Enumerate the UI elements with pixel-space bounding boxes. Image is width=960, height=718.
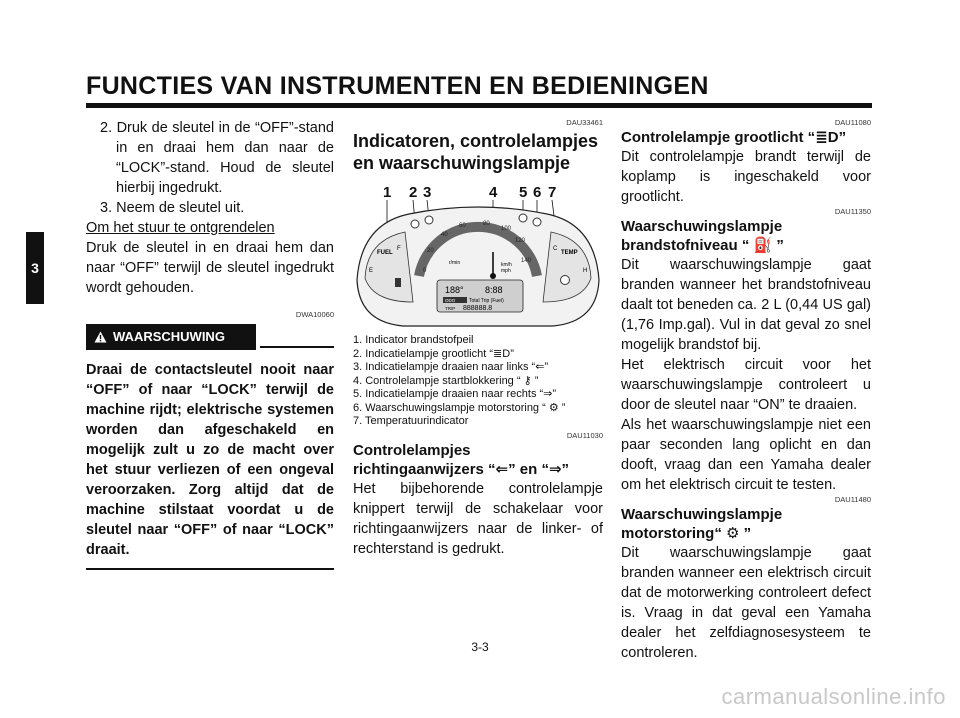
engine-code: DAU11480 [834, 495, 871, 504]
fuel-code: DAU11350 [834, 207, 871, 216]
fuel-empty-mark: E [369, 268, 374, 274]
fuel-pump-icon: ⛽ [749, 237, 777, 254]
lcd-trip: 8:88 [485, 285, 503, 295]
fuel-pump-icon [395, 278, 401, 287]
legend-item-1: 1. Indicator brandstofpeil [353, 334, 474, 346]
warning-label [86, 324, 256, 350]
figure-callouts [383, 184, 556, 201]
callout-2: 2 [409, 184, 418, 201]
header-rule [86, 103, 872, 108]
turn-text: Het bijbehorende controlelampje knippert terwijl de schakelaar voor richtingaanwijzers naar de linker- of rechterstand is gedrukt. [353, 480, 603, 557]
unlock-text: Druk de sleutel in en draai hem dan naar “OFF” terwijl de sleutel ingedrukt wordt gehouden. [86, 240, 334, 296]
speed-mark-80: 80 [483, 221, 490, 227]
column-middle [353, 118, 603, 559]
speed-mark-0: 0 [423, 268, 427, 274]
speed-mark-20: 20 [427, 248, 434, 254]
legend-item-2: 2. Indicatielampje grootlicht “≣D” [353, 347, 514, 360]
engine-heading: Waarschuwingslampje motorstoring“ ⚙ ” [621, 506, 783, 542]
warning-code: DWA10060 [295, 310, 334, 319]
section-heading: Indicatoren, controlelampjes en waarschuwingslampje [353, 131, 599, 173]
rpm-unit: r/min [449, 260, 461, 266]
turn-left-icon: ⇐ [535, 361, 545, 373]
left-turn-lamp [425, 216, 433, 224]
speed-mark-100: 100 [501, 226, 512, 232]
fuel-text-2: Het elektrisch circuit voor het waarschuwingslampje controleert u door de sleutel naar “ON” te draaien. [621, 357, 871, 413]
step-3: 3. Neem de sleutel uit. [100, 200, 245, 216]
temp-label: TEMP [561, 250, 578, 256]
page-number: 3-3 [471, 640, 489, 654]
temp-hot-mark: H [583, 268, 588, 274]
engine-text: Dit waarschuwingslampje gaat branden wanneer een elektrisch circuit dat de motorwerking controleert defect is. Vraag in dat geval een Yamaha dealer het zelfdiagnosesysteem te controleren. [621, 545, 871, 661]
section-code: DAU33461 [566, 118, 603, 127]
lcd-total-trip-label: Total Trip (Fuel) [469, 298, 504, 304]
figure-legend [353, 334, 603, 429]
speed-mark-120: 120 [515, 238, 526, 244]
unlock-heading: Om het stuur te ontgrendelen [86, 220, 275, 236]
lcd-odometer: 888888.8 [463, 305, 493, 312]
speed-unit-mph: mph [501, 268, 511, 274]
turn-left-icon: ⇐ [495, 460, 509, 478]
turn-right-icon: ⇒ [548, 460, 562, 478]
beam-heading: Controlelampje grootlicht “≣D” [621, 129, 847, 146]
page-title: FUNCTIES VAN INSTRUMENTEN EN BEDIENINGEN [86, 72, 709, 100]
turn-right-icon: ⇒ [543, 388, 553, 400]
beam-code: DAU11080 [834, 118, 871, 127]
legend-item-5: 5. Indicatielampje draaien naar rechts “⇒” [353, 388, 557, 400]
lcd-odo-label: ODO [445, 298, 456, 303]
warning-label-text: WAARSCHUWING [113, 329, 225, 344]
legend-item-4: 4. Controlelampje startblokkering “ ⚷ ” [353, 374, 539, 387]
engine-icon: ⚙ [545, 401, 562, 414]
right-turn-lamp [519, 214, 527, 222]
column-left [86, 118, 334, 570]
step-2: 2. Druk de sleutel in de “OFF”-stand in en draai hem dan naar de “LOCK”-stand. Houd de sleutel hierbij ingedrukt. [100, 120, 334, 196]
key-icon: ⚷ [520, 374, 535, 387]
warning-end-rule [86, 568, 334, 570]
temp-icon [561, 276, 570, 285]
beam-text: Dit controlelampje brandt terwijl de koplamp is ingeschakeld voor grootlicht. [621, 149, 871, 205]
turn-heading: Controlelampjes richtingaanwijzers “⇐” en “⇒” [353, 441, 570, 478]
warning-banner [86, 328, 334, 350]
temp-cold-mark: C [553, 246, 558, 252]
high-beam-icon: ≣D [493, 347, 511, 360]
legend-item-6: 6. Waarschuwingslampje motorstoring “ ⚙ ” [353, 401, 566, 414]
speed-mark-60: 60 [459, 223, 466, 229]
engine-trouble-lamp [533, 218, 541, 226]
engine-icon: ⚙ [721, 525, 744, 542]
warning-triangle-icon [94, 331, 107, 343]
speed-mark-140: 140 [521, 258, 532, 264]
speed-unit-kmh: km/h [501, 262, 512, 268]
callout-7: 7 [548, 184, 557, 201]
high-beam-lamp [411, 220, 419, 228]
callout-5: 5 [519, 184, 528, 201]
fuel-label: FUEL [377, 250, 393, 256]
lcd-clock: 188° [445, 285, 464, 295]
fuel-text-1: Dit waarschuwingslampje gaat branden wanneer het brandstofniveau daalt tot beneden ca. 2 L (0,44 US gal) (1,76 Imp.gal). Vul in dat geval zo snel mogelijk brandstof bij. [621, 257, 871, 353]
lcd-trip-label: TRIP [445, 306, 456, 311]
callout-6: 6 [533, 184, 542, 201]
high-beam-icon: ≣D [815, 129, 839, 146]
instrument-panel-figure [353, 180, 603, 330]
speed-mark-40: 40 [441, 232, 448, 238]
callout-3: 3 [423, 184, 432, 201]
fuel-full-mark: F [397, 246, 401, 252]
needle-hub [490, 273, 496, 279]
chapter-tab: 3 [26, 232, 44, 304]
legend-item-3: 3. Indicatielampje draaien naar links “⇐” [353, 361, 549, 373]
fuel-text-3: Als het waarschuwingslampje niet een paar seconden lang oplicht en dan dooft, vraag dan een Yamaha dealer om het elektrisch circuit te testen. [621, 417, 871, 493]
legend-item-7: 7. Temperatuurindicator [353, 415, 469, 427]
callout-4: 4 [489, 184, 498, 201]
fuel-heading: Waarschuwingslampje brandstofniveau “ ⛽ ” [621, 218, 784, 254]
callout-1: 1 [383, 184, 392, 201]
column-right [621, 118, 871, 663]
turn-section-code: DAU11030 [566, 430, 603, 440]
warning-text: Draai de contactsleutel nooit naar “OFF” of naar “LOCK” terwijl de machine rijdt; elektrische systemen worden dan afgeschakeld en mogelijk zult u zo de macht over het stuur verliezen of een ongeval veroorzaken. Zorg altijd dat de machine stilstaat voordat u de sleutel naar “OFF” of naar “LOCK” draait. [86, 362, 334, 558]
watermark: carmanualsonline.info [721, 684, 946, 709]
